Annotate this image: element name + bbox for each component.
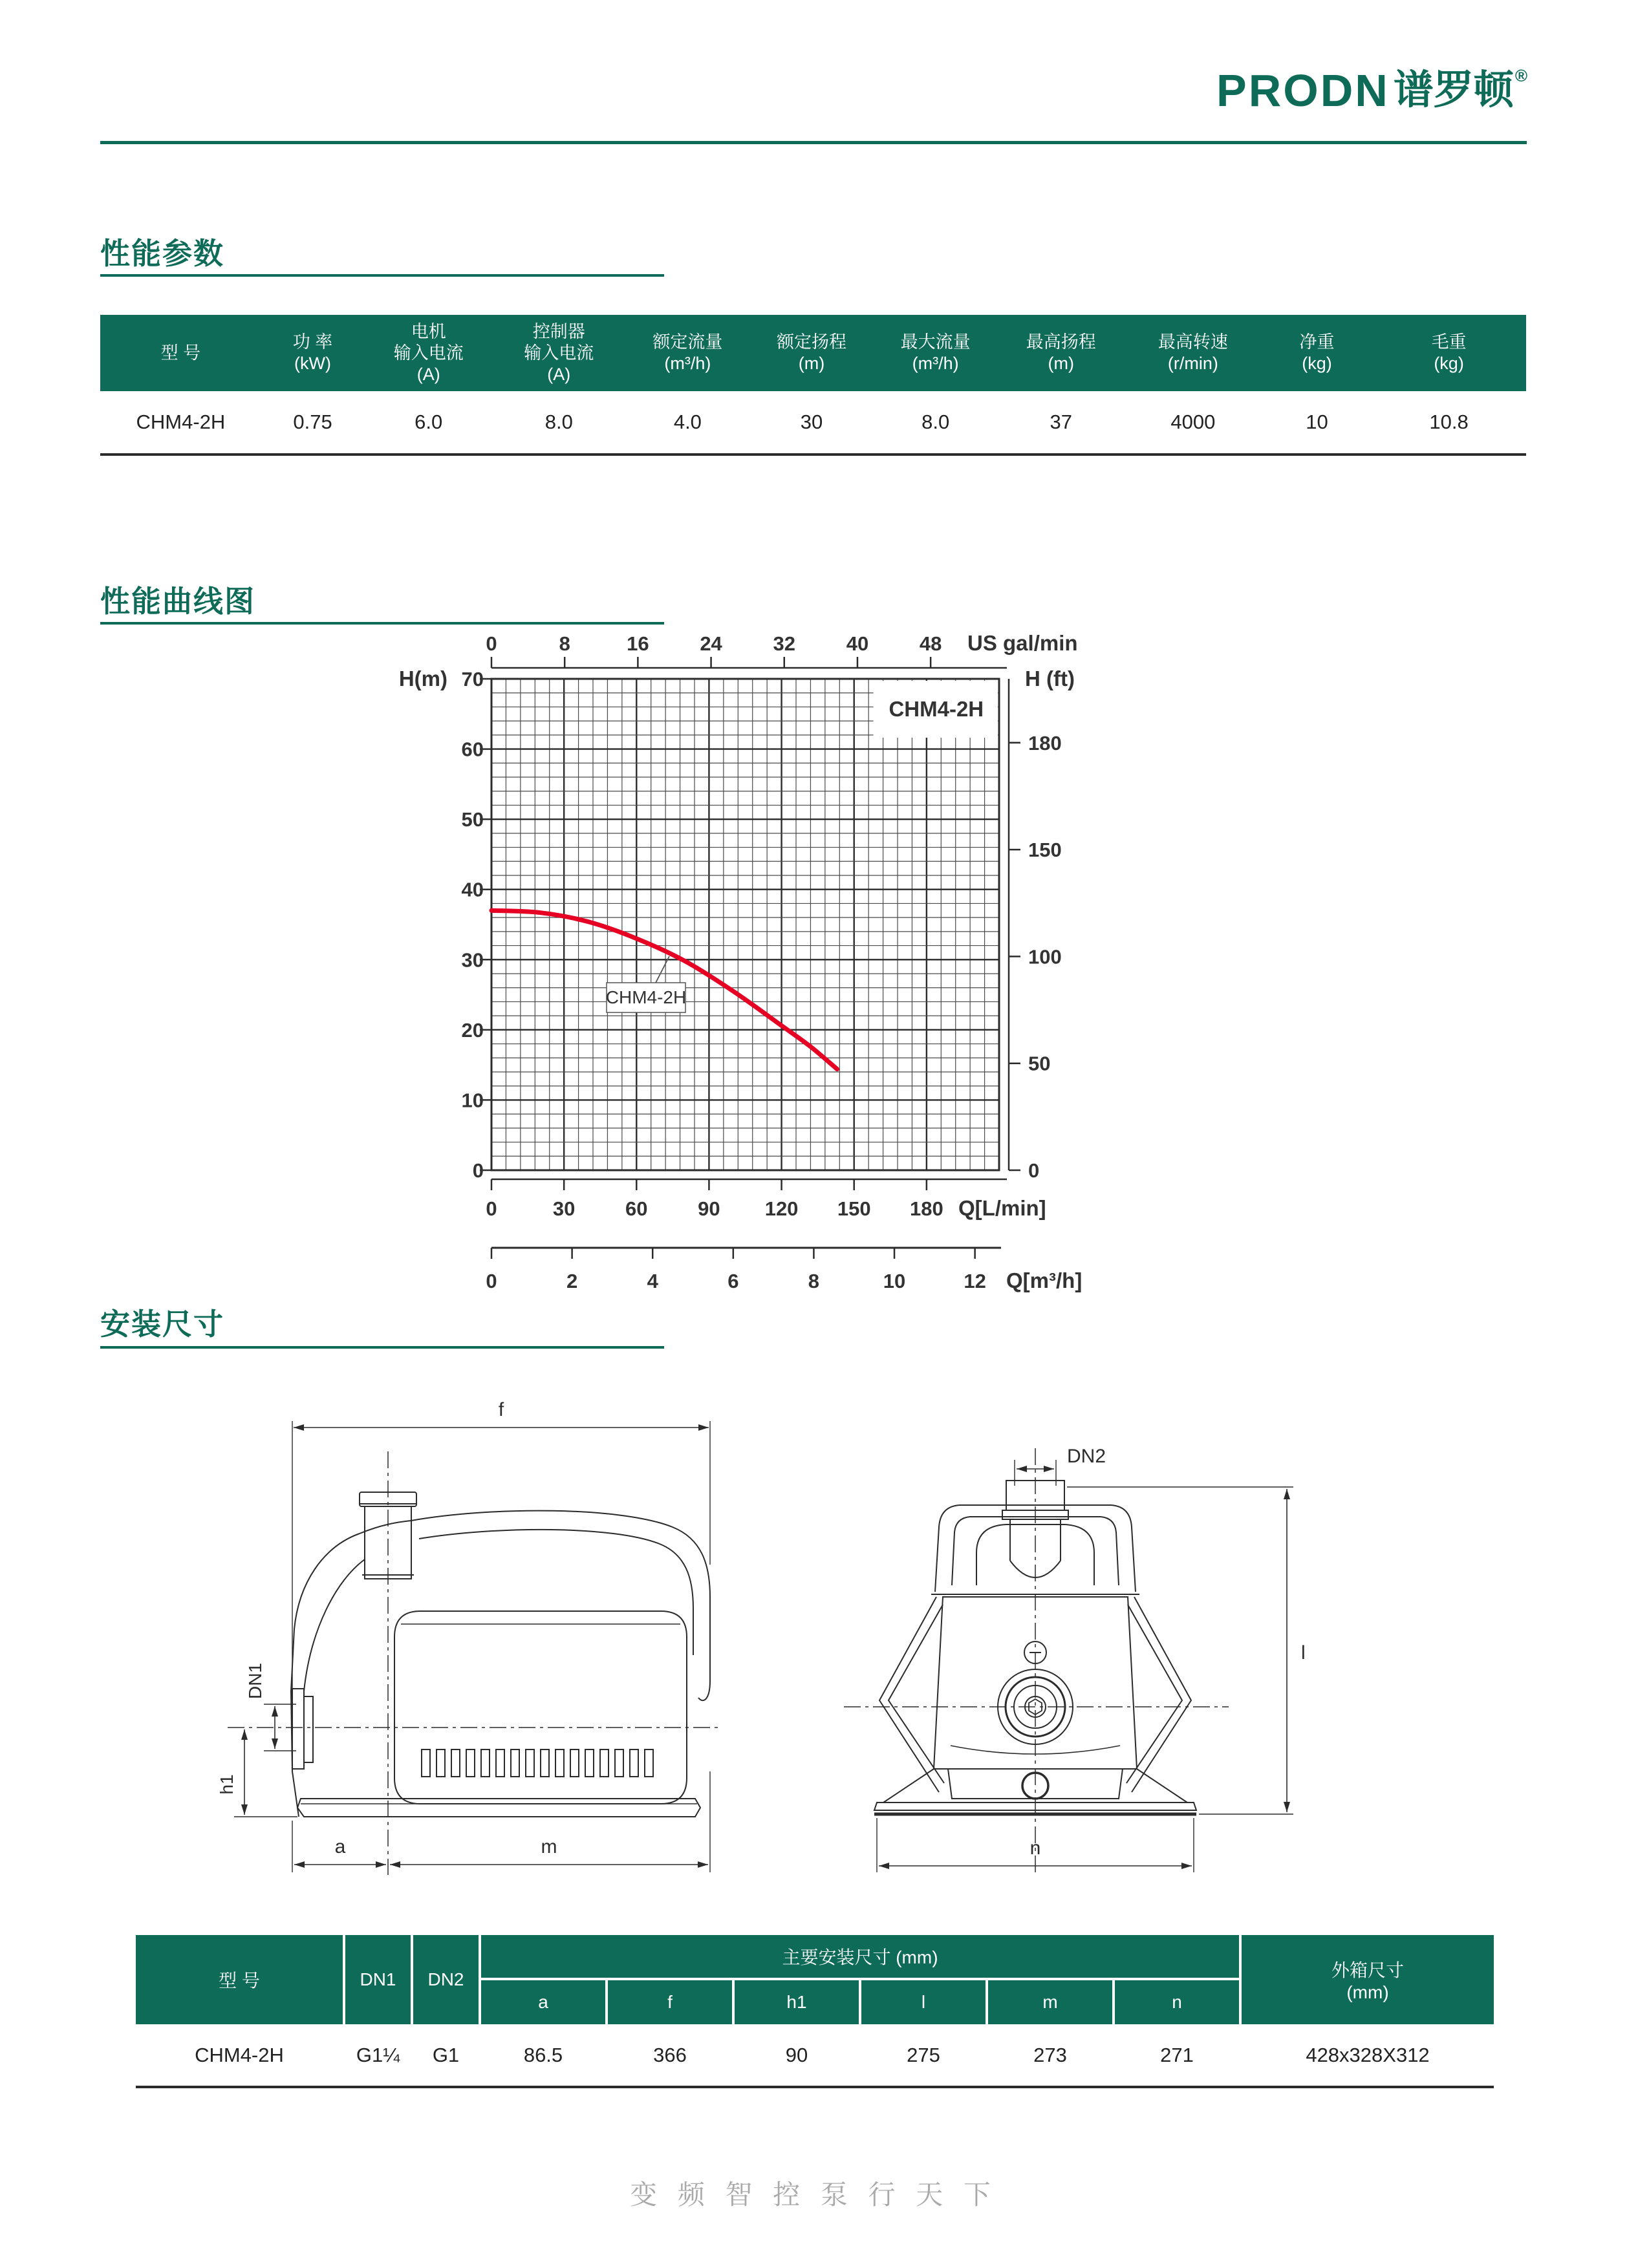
data-cell: 4000: [1170, 411, 1216, 433]
brand-logo-en: PRODN: [1216, 65, 1390, 116]
col-model: 型 号: [136, 1935, 343, 2024]
value-dim: 275: [907, 2043, 940, 2066]
gal-tick-label: 16: [627, 632, 649, 655]
y-m-axis-label: H(m): [398, 667, 447, 690]
section-title-performance-curve: 性能曲线图: [100, 584, 255, 618]
lmin-tick-label: 180: [909, 1197, 943, 1220]
sub-col-m: m: [988, 1980, 1112, 2024]
brand-logo-cn: 谱罗顿: [1393, 68, 1514, 112]
legend-label: CHM4-2H: [889, 697, 984, 721]
dim-label-h1: h1: [217, 1774, 237, 1795]
header-cell: 电机 输入电流 (A): [393, 321, 464, 384]
dim-label-a: a: [334, 1836, 346, 1857]
dim-label-n: n: [1029, 1837, 1041, 1859]
gal-tick-label: 32: [773, 632, 796, 655]
lmin-tick-label: 150: [837, 1197, 871, 1220]
sub-col-f: f: [608, 1980, 732, 2024]
gal-tick-label: 24: [700, 632, 722, 655]
dim-label-dn2: DN2: [1067, 1446, 1106, 1467]
data-cell: 6.0: [415, 411, 443, 433]
data-cell: 0.75: [293, 411, 332, 433]
data-cell: 8.0: [544, 411, 573, 433]
data-cell: CHM4-2H: [136, 411, 226, 433]
sub-col-a: a: [481, 1980, 605, 2024]
gal-axis-label: US gal/min: [967, 631, 1078, 655]
data-cell: 4.0: [673, 411, 702, 433]
y-ft-tick-label: 180: [1028, 731, 1062, 754]
side-view-drawing: [217, 1399, 719, 1875]
value-dim: 86.5: [523, 2043, 563, 2066]
sub-col-n: n: [1115, 1980, 1239, 2024]
header-rule: [100, 141, 1527, 144]
m3h-tick-label: 0: [486, 1270, 497, 1292]
data-cell: 8.0: [921, 411, 950, 433]
dim-label-l: l: [1301, 1642, 1306, 1664]
installation-table: [136, 1935, 1494, 2086]
value-dim: 273: [1033, 2043, 1067, 2066]
sub-col-l: l: [861, 1980, 986, 2024]
y-m-tick-label: 20: [461, 1018, 484, 1042]
gal-tick-label: 8: [559, 632, 570, 655]
header-cell: 型 号: [160, 343, 201, 363]
data-cell: 10: [1306, 411, 1328, 433]
lmin-axis-label: Q[L/min]: [958, 1196, 1046, 1220]
performance-table-header: [100, 315, 1526, 391]
lmin-tick-label: 0: [486, 1197, 497, 1220]
y-m-tick-label: 30: [461, 948, 484, 972]
plot-border: [491, 679, 999, 1170]
col-dn2: DN2: [413, 1935, 479, 2024]
gal-tick-label: 48: [919, 632, 942, 655]
registered-mark: ®: [1514, 66, 1527, 85]
brand-logo: [1216, 67, 1527, 114]
footer-slogan: 变 频 智 控 泵 行 天 下: [630, 2179, 997, 2210]
value-dim: 366: [653, 2043, 687, 2066]
y-m-tick-label: 70: [461, 668, 484, 690]
y-ft-tick-label: 100: [1028, 945, 1062, 968]
gal-tick-label: 40: [846, 632, 869, 655]
header-cell: 最大流量 (m³/h): [900, 332, 971, 373]
m3h-tick-label: 2: [566, 1270, 578, 1292]
y-ft-tick-label: 50: [1028, 1052, 1051, 1075]
y-m-tick-label: 10: [461, 1089, 484, 1112]
lmin-tick-label: 90: [698, 1197, 720, 1220]
dim-label-m: m: [541, 1836, 557, 1857]
performance-table-row: [100, 391, 1526, 456]
y-ft-tick-label: 0: [1028, 1159, 1040, 1182]
performance-table: [100, 315, 1526, 456]
sub-col-h1: h1: [735, 1980, 859, 2024]
gal-tick-label: 0: [486, 632, 497, 655]
value-model: CHM4-2H: [195, 2043, 284, 2066]
section-underline: [100, 274, 664, 277]
section-title-performance-params: 性能参数: [100, 237, 224, 270]
col-box-dims: 外箱尺寸 (mm): [1242, 1935, 1494, 2024]
header-cell: 毛重 (kg): [1431, 332, 1467, 373]
header-cell: 最高扬程 (m): [1026, 332, 1096, 373]
section-underline: [100, 622, 664, 625]
lmin-tick-label: 30: [552, 1197, 576, 1220]
y-m-tick-label: 40: [461, 878, 484, 901]
section-title-installation-dims: 安装尺寸: [100, 1307, 224, 1341]
m3h-tick-label: 6: [727, 1270, 739, 1292]
m3h-tick-label: 10: [883, 1270, 906, 1292]
dim-label-dn1: DN1: [245, 1662, 265, 1700]
m3h-tick-label: 12: [964, 1270, 986, 1292]
y-m-tick-label: 0: [472, 1159, 484, 1182]
m3h-axis-label: Q[m³/h]: [1006, 1268, 1083, 1292]
header-cell: 最高转速 (r/min): [1158, 332, 1228, 373]
m3h-tick-label: 4: [647, 1270, 658, 1292]
lmin-tick-label: 120: [764, 1197, 799, 1220]
col-dn1: DN1: [345, 1935, 411, 2024]
section-underline: [100, 1346, 664, 1349]
performance-curve-chart: [362, 626, 1216, 1298]
data-cell: 37: [1050, 411, 1073, 433]
lmin-tick-label: 60: [625, 1197, 648, 1220]
data-cell: 30: [800, 411, 823, 433]
value-dn2: G1: [432, 2043, 460, 2066]
group-main-dims: 主要安装尺寸 (mm): [481, 1935, 1239, 1978]
table-bottom-border: [136, 2086, 1494, 2088]
y-m-tick-label: 50: [461, 808, 484, 831]
installation-drawings: [194, 1377, 1352, 1881]
data-cell: 10.8: [1429, 411, 1469, 433]
header-cell: 额定扬程 (m): [777, 332, 847, 373]
front-view-drawing: [844, 1446, 1306, 1875]
header-cell: 控制器 输入电流 (A): [524, 321, 594, 384]
y-m-tick-label: 60: [461, 738, 484, 761]
dim-label-f: f: [498, 1399, 504, 1420]
chart-grid: [491, 679, 999, 1170]
header-cell: 净重 (kg): [1299, 332, 1335, 373]
header-cell: 额定流量 (m³/h): [652, 332, 723, 373]
value-dim: 271: [1160, 2043, 1194, 2066]
curve-label: CHM4-2H: [605, 987, 687, 1007]
m3h-tick-label: 8: [808, 1270, 820, 1292]
value-dim: 90: [785, 2043, 808, 2066]
y-ft-tick-label: 150: [1028, 839, 1062, 862]
y-ft-axis-label: H (ft): [1025, 667, 1075, 690]
value-box: 428x328X312: [1306, 2043, 1430, 2066]
header-cell: 功 率 (kW): [292, 332, 333, 373]
value-dn1: G1¼: [356, 2043, 400, 2066]
